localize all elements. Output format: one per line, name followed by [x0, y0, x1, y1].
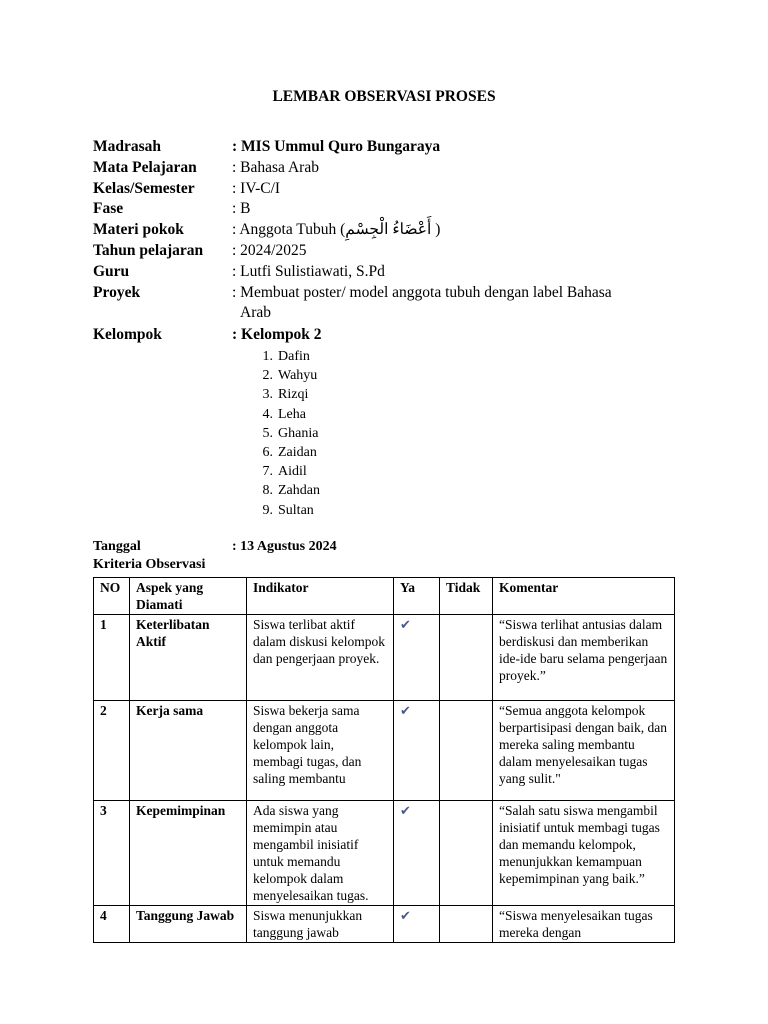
criteria-heading: Kriteria Observasi	[93, 557, 206, 572]
header-tidak: Tidak	[440, 578, 493, 615]
cell-komentar: “Salah satu siswa mengambil inisiatif untuk membagi tugas dan memandu kelompok, menunjukkan kemampuan kepemimpinan yang baik.”	[493, 801, 675, 906]
cell-komentar: “Semua anggota kelompok berpartisipasi dengan baik, dan mereka saling membantu dalam menyelesaikan tugas yang sulit."	[493, 701, 675, 801]
list-number: 5.	[262, 425, 273, 441]
cell-komentar: “Siswa terlihat antusias dalam berdiskusi dan memberikan ide-ide baru selama pengerjaan proyek.”	[493, 615, 675, 701]
cell-indikator: Siswa menunjukkan tanggung jawab	[247, 906, 394, 943]
info-label: Fase	[93, 200, 124, 218]
date-value: : 13 Agustus 2024	[232, 539, 337, 554]
cell-indikator: Siswa terlibat aktif dalam diskusi kelompok dan pengerjaan proyek.	[247, 615, 394, 701]
info-value: : Bahasa Arab	[232, 158, 319, 176]
list-item	[93, 366, 693, 385]
info-value: : IV-C/I	[232, 179, 281, 197]
info-value: : 2024/2025	[232, 241, 307, 259]
checkmark-icon: ✔	[400, 618, 411, 633]
member-name: Aidil	[278, 464, 307, 480]
info-row-materi-pokok	[93, 220, 693, 241]
cell-ya	[394, 615, 440, 701]
cell-aspek: Kerja sama	[130, 701, 247, 801]
cell-indikator: Siswa bekerja sama dengan anggota kelompok lain, membagi tugas, dan saling membantu	[247, 701, 394, 801]
date-row	[93, 538, 693, 556]
info-label: Tahun pelajaran	[93, 241, 204, 259]
cell-tidak	[440, 701, 493, 801]
list-number: 4.	[262, 406, 273, 422]
table-row	[94, 801, 675, 906]
cell-ya	[394, 701, 440, 801]
date-label: Tanggal	[93, 539, 141, 554]
info-row-fase	[93, 199, 693, 220]
cell-ya	[394, 906, 440, 943]
member-name: Zaidan	[278, 444, 317, 460]
list-item	[93, 424, 693, 443]
member-name: Sultan	[278, 502, 314, 518]
info-row-guru	[93, 262, 693, 283]
header-komentar: Komentar	[493, 578, 675, 615]
cell-aspek: Keterlibatan Aktif	[130, 615, 247, 701]
member-name: Zahdan	[278, 483, 320, 499]
info-value: : Anggota Tubuh (أَعْضَاءُ الْجِسْمِ )	[232, 221, 441, 239]
list-number: 7.	[262, 464, 273, 480]
list-item	[93, 405, 693, 424]
list-item	[93, 462, 693, 481]
info-label: Kelas/Semester	[93, 179, 195, 197]
info-row-kelas-semester	[93, 179, 693, 200]
table-row	[94, 615, 675, 701]
info-row-mata-pelajaran	[93, 158, 693, 179]
info-value: : Kelompok 2	[232, 326, 322, 344]
info-label: Mata Pelajaran	[93, 158, 197, 176]
info-value: : B	[232, 200, 251, 218]
cell-indikator: Ada siswa yang memimpin atau mengambil inisiatif untuk memandu kelompok dalam menyelesaikan tugas.	[247, 801, 394, 906]
header-indikator: Indikator	[247, 578, 394, 615]
list-item	[93, 385, 693, 404]
member-name: Rizqi	[278, 387, 309, 403]
cell-komentar: “Siswa menyelesaikan tugas mereka dengan	[493, 906, 675, 943]
header-aspek: Aspek yang Diamati	[130, 578, 247, 615]
info-row-proyek	[93, 283, 693, 325]
table-row	[94, 701, 675, 801]
list-number: 1.	[262, 348, 273, 364]
cell-no: 1	[94, 615, 130, 701]
list-item	[93, 347, 693, 366]
info-row-tahun-pelajaran	[93, 241, 693, 262]
cell-no: 4	[94, 906, 130, 943]
member-name: Dafin	[278, 348, 310, 364]
list-number: 8.	[262, 483, 273, 499]
list-item	[93, 443, 693, 462]
cell-ya	[394, 801, 440, 906]
table-header-row	[94, 578, 675, 615]
checkmark-icon: ✔	[400, 804, 411, 819]
info-value-line: : Membuat poster/ model anggota tubuh dengan label Bahasa	[232, 283, 612, 301]
info-label: Guru	[93, 262, 130, 280]
header-no: NO	[94, 578, 130, 615]
list-item	[93, 481, 693, 500]
info-value-continuation: Arab	[240, 304, 271, 322]
info-value: : MIS Ummul Quro Bungaraya	[232, 138, 441, 155]
header-ya: Ya	[394, 578, 440, 615]
list-number: 9.	[262, 502, 273, 518]
info-row-madrasah	[93, 137, 693, 158]
member-list	[93, 347, 693, 520]
cell-tidak	[440, 906, 493, 943]
cell-no: 2	[94, 701, 130, 801]
cell-aspek: Tanggung Jawab	[130, 906, 247, 943]
info-label: Materi pokok	[93, 221, 184, 239]
info-label: Proyek	[93, 283, 141, 301]
cell-tidak	[440, 801, 493, 906]
list-number: 2.	[262, 368, 273, 384]
info-value	[232, 283, 693, 325]
info-block	[93, 137, 693, 520]
member-name: Wahyu	[278, 368, 318, 384]
checkmark-icon: ✔	[400, 909, 411, 924]
cell-tidak	[440, 615, 493, 701]
list-item	[93, 501, 693, 520]
cell-aspek: Kepemimpinan	[130, 801, 247, 906]
document-title: LEMBAR OBSERVASI PROSES	[272, 88, 496, 105]
cell-no: 3	[94, 801, 130, 906]
date-block	[93, 538, 693, 574]
list-number: 3.	[262, 387, 273, 403]
list-number: 6.	[262, 444, 273, 460]
info-row-kelompok	[93, 325, 693, 346]
info-label: Kelompok	[93, 326, 162, 344]
table-row	[94, 906, 675, 943]
info-value: : Lutfi Sulistiawati, S.Pd	[232, 262, 385, 280]
checkmark-icon: ✔	[400, 704, 411, 719]
member-name: Leha	[278, 406, 306, 422]
info-label: Madrasah	[93, 138, 162, 155]
observation-table	[93, 577, 675, 943]
member-name: Ghania	[278, 425, 319, 441]
